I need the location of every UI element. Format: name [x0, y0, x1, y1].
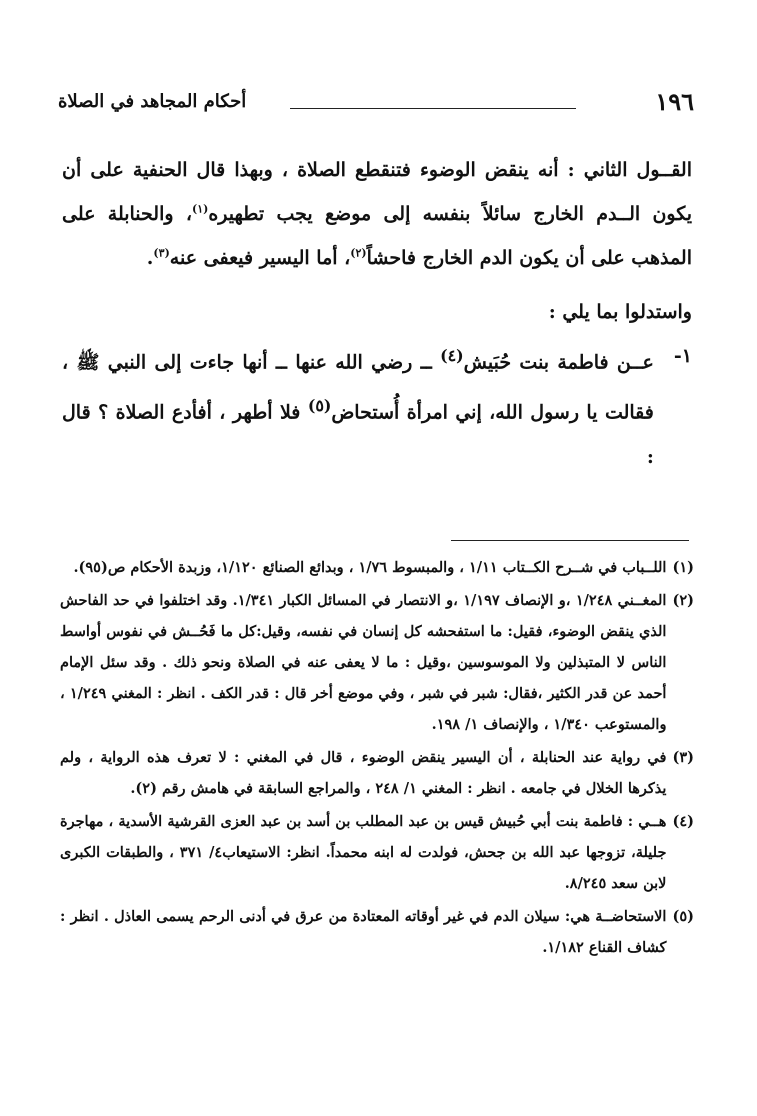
footnote-number: (١) [672, 559, 694, 576]
footnote-5 [60, 901, 694, 963]
footnote-number: (٥) [672, 908, 694, 925]
footnote-text: الاستحاضــة هي: سيلان الدم في غير أوقاته المعتادة من عرق في أدنى الرحم يسمى العاذل . انظر : كشاف القناع ١/١٨٢. [60, 908, 667, 956]
main-text [62, 148, 692, 479]
footnotes [60, 552, 694, 965]
footnote-number: (٢) [672, 592, 694, 609]
running-title: أحكام المجاهد في الصلاة [58, 91, 247, 112]
footnote-3 [60, 742, 694, 804]
item-body [62, 334, 654, 479]
footnote-ref-1[interactable]: (١) [191, 202, 209, 216]
footnote-number: (٤) [672, 813, 694, 830]
footnote-1 [60, 552, 694, 583]
item-text: عــن فاطمة بنت حُبَيش [463, 351, 654, 374]
paragraph-text: . [146, 247, 154, 269]
page-header [58, 88, 694, 118]
footnote-4 [60, 806, 694, 899]
paragraph-second-opinion [62, 148, 692, 280]
footnote-text: المغــني ١/٢٤٨ ،و الإنصاف ١/١٩٧ ،و الانتصار في المسائل الكبار ١/٣٤١. وقد اختلفوا في حد الفاحش الذي ينقض الوضوء، فقيل: ما استفحشه كل إنسان في نفسه، وقيل:كل ما فَحُــش في نفوس أواسط الناس لا المتبذلين ولا الموسوسين ،وقيل : ما لا يعفى عنه في الصلاة ونحو ذلك . وقد سئل الإمام أحمد عن قدر الكثير ،فقال: شبر في شبر ، وفي موضع أخر قال : قدر الكف . انظر : المغني ١/٢٤٩ ، والمستوعب ١/٣٤٠ ، والإنصاف ١/ ١٩٨. [60, 592, 667, 733]
item-text: ــ رضي الله عنها ــ أنها جاءت إلى النبي ﷺ ، فقالت يا رسول الله، إني امرأة أُستحاض [62, 351, 654, 424]
paragraph-text: ، والحنابلة على المذهب على أن يكون الدم الخارج فاحشاً [62, 203, 692, 269]
paragraph-text: ، أما اليسير فيعفى عنه [169, 247, 351, 269]
footnote-ref-2[interactable]: (٢) [350, 246, 367, 260]
evidence-item-1 [62, 334, 692, 479]
item-number: ١- [673, 345, 692, 367]
footnote-text: في رواية عند الحنابلة ، أن اليسير ينقض الوضوء ، قال في المغني : لا تعرف هذه الرواية ، ولم يذكرها الخلال في جامعه . انظر : المغني ١/ ٢٤٨ ، والمراجع السابقة في هامش رقم (٢). [60, 749, 667, 797]
footnote-ref-3[interactable]: (٣) [153, 246, 170, 260]
item-text: فلا أطهر ، أفأدع الصلاة ؟ قال : [62, 401, 654, 468]
footnote-text: هــي : فاطمة بنت أبي حُبيش قيس بن عبد المطلب بن أسد بن عبد العزى القرشية الأسدية ، مهاجرة جليلة، تزوجها عبد الله بن جحش، فولدت له ابنه محمداً. انظر: الاستيعاب٤/ ٣٧١ ، والطبقات الكبرى لابن سعد ٨/٢٤٥. [60, 813, 667, 892]
page-number: ١٩٦ [655, 87, 694, 116]
footnote-text: اللــباب في شــرح الكــتاب ١/١١ ، والمبسوط ١/٧٦ ، وبدائع الصنائع ١/١٢٠، وزبدة الأحكام ص(٩٥). [73, 559, 667, 576]
footnote-ref-5[interactable]: (٥) [307, 396, 332, 416]
header-rule [290, 108, 576, 109]
footnote-ref-4[interactable]: (٤) [440, 346, 464, 365]
footnote-separator [451, 540, 689, 541]
paragraph-text: القــول الثاني : أنه ينقض الوضوء فتنقطع الصلاة ، وبهذا قال الحنفية على أن يكون الــدم الخارج سائلاً بنفسه إلى موضع يجب تطهيره [62, 159, 692, 225]
footnote-number: (٣) [672, 749, 694, 766]
evidence-heading: واستدلوا بما يلي : [548, 301, 692, 323]
footnote-2 [60, 585, 694, 740]
